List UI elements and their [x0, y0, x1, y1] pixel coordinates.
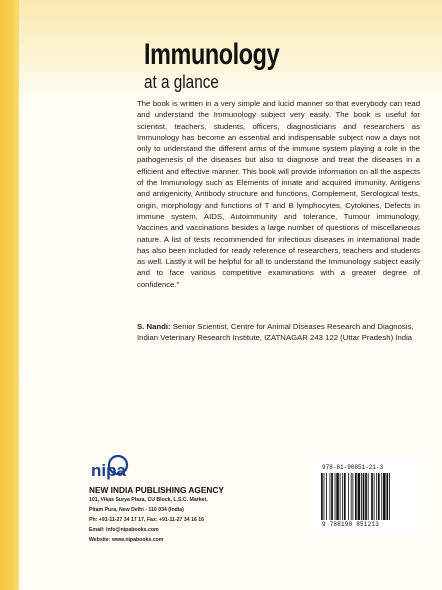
isbn-text: 978-81-90851-21-3 — [322, 464, 384, 471]
barcode-bar — [368, 473, 369, 520]
barcode-bar — [321, 473, 323, 520]
barcode-bar — [371, 473, 373, 520]
isbn-barcode — [320, 473, 416, 520]
publisher-logo — [89, 455, 135, 481]
author-details: Senior Scientist, Centre for Animal Diseases Research and Diagnosis, Indian Veterinary Research Institute, IZATNAGAR 243 122 (Uttar Pradesh) India — [137, 322, 414, 343]
publisher-phone: Ph: +91-11-27 34 17 17, Fax: +91-11-27 34 16 16 — [89, 517, 205, 523]
barcode-bar — [363, 473, 365, 520]
barcode-bar — [326, 473, 327, 520]
isbn-barcode-digits: 9 788190 851213 — [322, 521, 380, 528]
barcode-bar — [336, 473, 339, 520]
publisher-address-1: 101, Vikas Surya Plaza, CU Block, L.S.C. Market, — [89, 497, 208, 503]
barcode-bar — [352, 473, 353, 520]
barcode-bar — [335, 473, 336, 520]
barcode-bar — [348, 473, 349, 520]
barcode-bar — [383, 473, 386, 520]
barcode-bar — [381, 473, 382, 520]
barcode-bar — [340, 473, 341, 520]
book-description: The book is written in a very simple and lucid manner so that everybody can read and understand the Immunology subject very easily. The book is useful for scientist, teachers, students, officers, diagnosticians and researchers as Immunology has become an essential and indispensable subject now a days not only to understand the different arms of the immune system playing a role in the pathogenesis of the diseases but also to diagnose and treat the diseases in a efficient and effective manner. This book will provide information on all the aspects of the Immunology such as Elements of innate and acquired immunity, Antigens and antigenicity, Antibody structure and functions, Complement, Serological tests, origin, morphology and functions of T and B lymphocytes, Cytokines, Defects in immune system, AIDS, Autoimmunity and tolerance, Tumour immunology, Vaccines and vaccinations besides a large number of questions of miscellaneous nature. A list of tests recommended for infectious diseases in international trade has also been included for ready reference of researchers, teachers and students as well. Lastly it will be helpful for all to understand the Immunology subject easily and to face various competitive examinations with a greater degree of confidence." — [137, 99, 420, 289]
barcode-bar — [331, 473, 333, 520]
barcode-bar — [324, 473, 325, 520]
author-info — [137, 321, 420, 344]
barcode-bar — [351, 473, 352, 520]
publisher-website: Website: www.nipabooks.com — [89, 537, 164, 543]
book-title: Immunology — [144, 38, 280, 71]
barcode-bar — [389, 473, 390, 520]
barcode-bar — [361, 473, 362, 520]
barcode-bar — [365, 473, 367, 520]
barcode-bar — [374, 473, 375, 520]
barcode-bar — [378, 473, 380, 520]
barcode-bar — [355, 473, 357, 520]
cover-spine-strip — [0, 0, 19, 590]
barcode-bar — [342, 473, 343, 520]
book-subtitle: at a glance — [144, 72, 219, 92]
barcode-bar — [344, 473, 346, 520]
publisher-logo-text: nipa — [91, 461, 126, 480]
author-name: S. Nandi: — [137, 322, 171, 331]
barcode-bar — [386, 473, 388, 520]
publisher-address-2: Pitam Pura, New Delhi - 110 034 (India) — [89, 507, 184, 513]
barcode-bar — [330, 473, 331, 520]
publisher-name: NEW INDIA PUBLISHING AGENCY — [89, 485, 224, 495]
barcode-bar — [376, 473, 377, 520]
publisher-email: Email: info@nipabooks.com — [89, 527, 159, 533]
barcode-bar — [358, 473, 361, 520]
